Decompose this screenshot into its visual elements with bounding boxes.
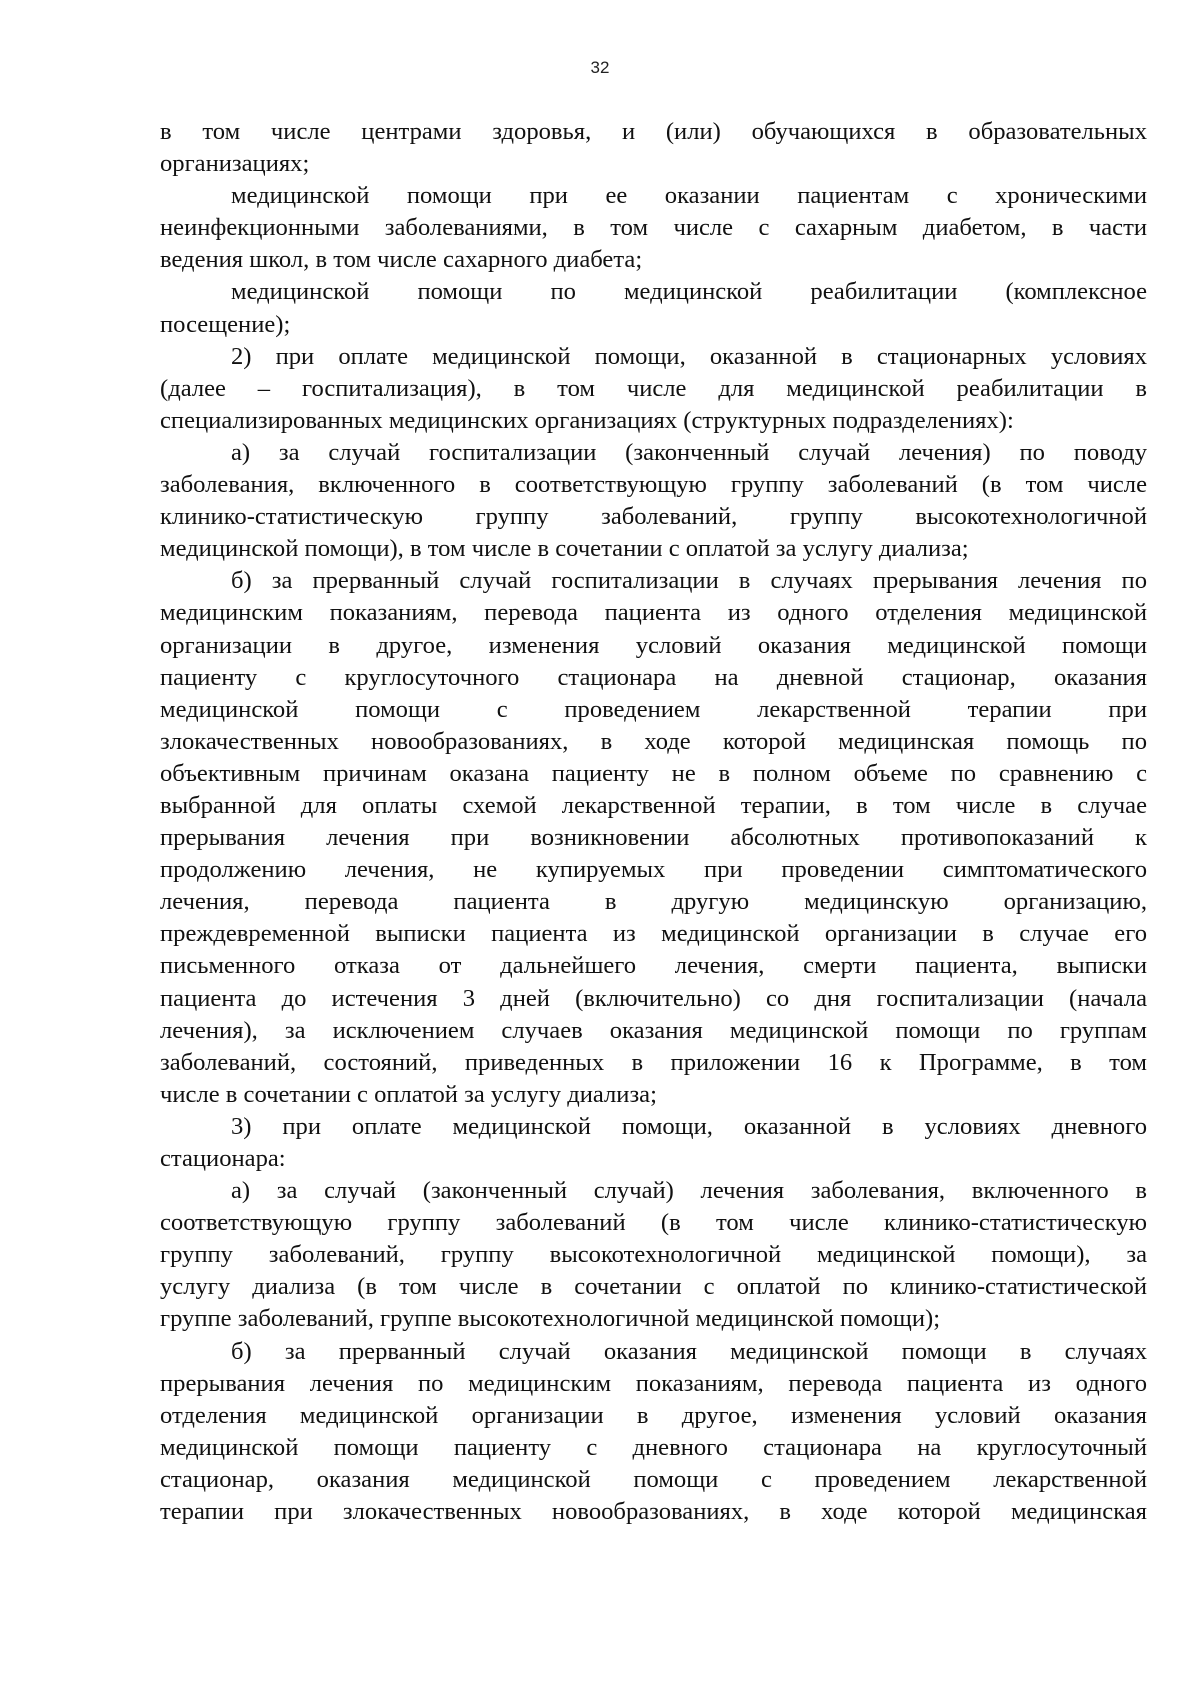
text-line: клинико-статистическую группу заболеваний, группу высокотехнологичной — [160, 503, 1147, 531]
text-line: медицинской помощи при ее оказании пациентам с хроническими — [231, 182, 1147, 210]
text-line: услугу диализа (в том числе в сочетании с оплатой по клинико-статистической — [160, 1273, 1147, 1301]
text-line: организациях; — [160, 150, 310, 178]
text-line: лечения, перевода пациента в другую медицинскую организацию, — [160, 888, 1147, 916]
text-line: заболевания, включенного в соответствующую группу заболеваний (в том числе — [160, 471, 1147, 499]
text-line: прерывания лечения по медицинским показаниям, перевода пациента из одного — [160, 1369, 1147, 1397]
page-number: 32 — [590, 58, 610, 77]
text-line: в том числе центрами здоровья, и (или) обучающихся в образовательных — [160, 118, 1147, 145]
text-line: а) за случай (законченный случай) лечения заболевания, включенного в — [231, 1177, 1147, 1205]
text-line: числе в сочетании с оплатой за услугу диализа; — [160, 1080, 657, 1108]
text-line: злокачественных новообразованиях, в ходе которой медицинская помощь по — [160, 727, 1147, 755]
text-line: стационара: — [160, 1145, 286, 1172]
text-line: пациенту с круглосуточного стационара на дневной стационар, оказания — [160, 663, 1147, 691]
text-line: б) за прерванный случай оказания медицинской помощи в случаях — [231, 1337, 1147, 1365]
text-line: преждевременной выписки пациента из медицинской организации в случае его — [160, 920, 1147, 948]
text-line: неинфекционными заболеваниями, в том числе с сахарным диабетом, в части — [160, 214, 1147, 242]
text-line: лечения), за исключением случаев оказания медицинской помощи по группам — [160, 1016, 1147, 1044]
text-line: медицинской помощи пациенту с дневного стационара на круглосуточный — [160, 1433, 1147, 1461]
text-line: продолжению лечения, не купируемых при проведении симптоматического — [160, 856, 1147, 884]
text-line: организации в другое, изменения условий оказания медицинской помощи — [160, 631, 1147, 659]
text-line: пациента до истечения 3 дней (включительно) со дня госпитализации (начала — [160, 984, 1147, 1012]
document-body — [160, 116, 1147, 1528]
text-line: (далее – госпитализация), в том числе для медицинской реабилитации в — [160, 374, 1147, 402]
text-line: заболеваний, состояний, приведенных в приложении 16 к Программе, в том — [160, 1048, 1147, 1076]
text-line: отделения медицинской организации в другое, изменения условий оказания — [160, 1401, 1147, 1429]
text-line: объективным причинам оказана пациенту не в полном объеме по сравнению с — [160, 759, 1147, 787]
text-line: терапии при злокачественных новообразованиях, в ходе которой медицинская — [160, 1498, 1147, 1526]
text-line: 3) при оплате медицинской помощи, оказанной в условиях дневного — [231, 1112, 1147, 1140]
text-line: а) за случай госпитализации (законченный случай лечения) по поводу — [231, 438, 1147, 466]
text-line: прерывания лечения при возникновении абсолютных противопоказаний к — [160, 824, 1147, 852]
text-line: специализированных медицинских организациях (структурных подразделениях): — [160, 406, 1014, 434]
text-line: группу заболеваний, группу высокотехнологичной медицинской помощи), за — [160, 1241, 1147, 1269]
text-line: медицинским показаниям, перевода пациента из одного отделения медицинской — [160, 599, 1147, 627]
text-line: письменного отказа от дальнейшего лечения, смерти пациента, выписки — [160, 952, 1147, 980]
text-line: медицинской помощи), в том числе в сочетании с оплатой за услугу диализа; — [160, 535, 969, 563]
text-line: б) за прерванный случай госпитализации в случаях прерывания лечения по — [231, 567, 1147, 595]
text-line: ведения школ, в том числе сахарного диабета; — [160, 246, 643, 274]
text-line: 2) при оплате медицинской помощи, оказанной в стационарных условиях — [231, 342, 1147, 370]
text-line: стационар, оказания медицинской помощи с проведением лекарственной — [160, 1465, 1147, 1493]
text-line: медицинской помощи по медицинской реабилитации (комплексное — [231, 278, 1147, 306]
text-line: выбранной для оплаты схемой лекарственной терапии, в том числе в случае — [160, 791, 1147, 819]
text-line: медицинской помощи с проведением лекарственной терапии при — [160, 695, 1147, 723]
text-line: группе заболеваний, группе высокотехнологичной медицинской помощи); — [160, 1305, 941, 1333]
text-line: соответствующую группу заболеваний (в том числе клинико-статистическую — [160, 1209, 1147, 1237]
text-line: посещение); — [160, 310, 291, 338]
